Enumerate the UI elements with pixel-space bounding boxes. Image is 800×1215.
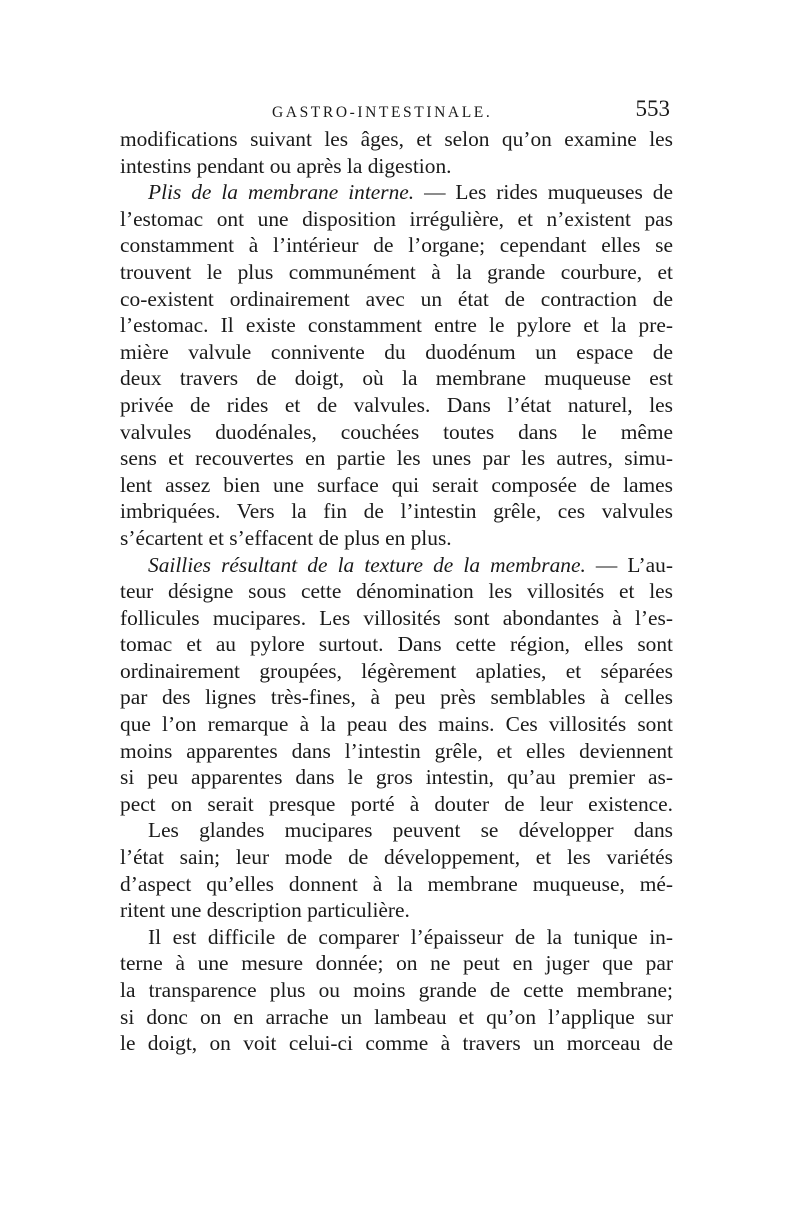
text-line: si donc on en arrache un lambeau et qu’on l’applique sur — [120, 1004, 673, 1029]
text-line: ordinairement groupées, légèrement aplaties, et séparées — [120, 658, 673, 683]
text-line: imbriquées. Vers la fin de l’intestin grêle, ces valvules — [120, 499, 673, 524]
body-text — [120, 126, 673, 1057]
text-fragment: — Les rides muqueuses de — [424, 180, 673, 205]
text-line: lent assez bien une surface qui serait composée de lames — [120, 472, 673, 497]
text-line: sens et recouvertes en partie les unes par les autres, simu- — [120, 446, 673, 471]
text-line: follicules mucipares. Les villosités sont abondantes à l’es- — [120, 605, 673, 630]
text-line: trouvent le plus communément à la grande courbure, et — [120, 259, 673, 284]
section-heading-line — [120, 179, 673, 206]
text-line: mière valvule connivente du duodénum un espace de — [120, 339, 673, 364]
section-heading-line — [120, 552, 673, 579]
text-line: pect on serait presque porté à douter de leur existence. — [120, 791, 673, 816]
text-line: si peu apparentes dans le gros intestin, qu’au premier as- — [120, 765, 673, 790]
text-line: co-existent ordinairement avec un état de contraction de — [120, 286, 673, 311]
text-fragment: — L’au- — [595, 552, 673, 577]
text-line: s’écartent et s’effacent de plus en plus. — [120, 525, 452, 550]
text-line: l’estomac ont une disposition irrégulière, et n’existent pas — [120, 206, 673, 231]
text-line: le doigt, on voit celui-ci comme à travers un morceau de — [120, 1031, 673, 1056]
text-line: que l’on remarque à la peau des mains. Ces villosités sont — [120, 712, 673, 737]
running-title: GASTRO-INTESTINALE. — [272, 104, 493, 121]
text-line: Les glandes mucipares peuvent se développer dans — [148, 818, 673, 843]
text-line: moins apparentes dans l’intestin grêle, et elles deviennent — [120, 738, 673, 763]
text-line: privée de rides et de valvules. Dans l’état naturel, les — [120, 392, 673, 417]
text-line: modifications suivant les âges, et selon qu’on examine les — [120, 127, 673, 151]
text-line: teur désigne sous cette dénomination les villosités et les — [120, 579, 673, 604]
text-line: l’estomac. Il existe constamment entre le pylore et la pre- — [120, 313, 673, 338]
text-line: tomac et au pylore surtout. Dans cette région, elles sont — [120, 632, 673, 657]
text-line: terne à une mesure donnée; on ne peut en juger que par — [120, 951, 673, 976]
text-line: Il est difficile de comparer l’épaisseur de la tunique in- — [148, 924, 673, 949]
section-heading-plis: Plis de la membrane interne. — [148, 180, 415, 205]
text-line: deux travers de doigt, où la membrane muqueuse est — [120, 366, 673, 391]
text-line: ritent une description particulière. — [120, 898, 410, 923]
section-heading-saillies: Saillies résultant de la texture de la membrane. — [148, 552, 586, 577]
running-head — [120, 96, 670, 126]
page-number: 553 — [635, 96, 670, 121]
text-line: intestins pendant ou après la digestion. — [120, 153, 452, 178]
text-line: par des lignes très-fines, à peu près semblables à celles — [120, 685, 673, 710]
text-line: valvules duodénales, couchées toutes dans le même — [120, 419, 673, 444]
text-line: la transparence plus ou moins grande de cette membrane; — [120, 978, 673, 1002]
text-line: constamment à l’intérieur de l’organe; cependant elles se — [120, 233, 673, 258]
text-line: d’aspect qu’elles donnent à la membrane muqueuse, mé- — [120, 871, 673, 896]
text-line: l’état sain; leur mode de développement, et les variétés — [120, 845, 673, 870]
